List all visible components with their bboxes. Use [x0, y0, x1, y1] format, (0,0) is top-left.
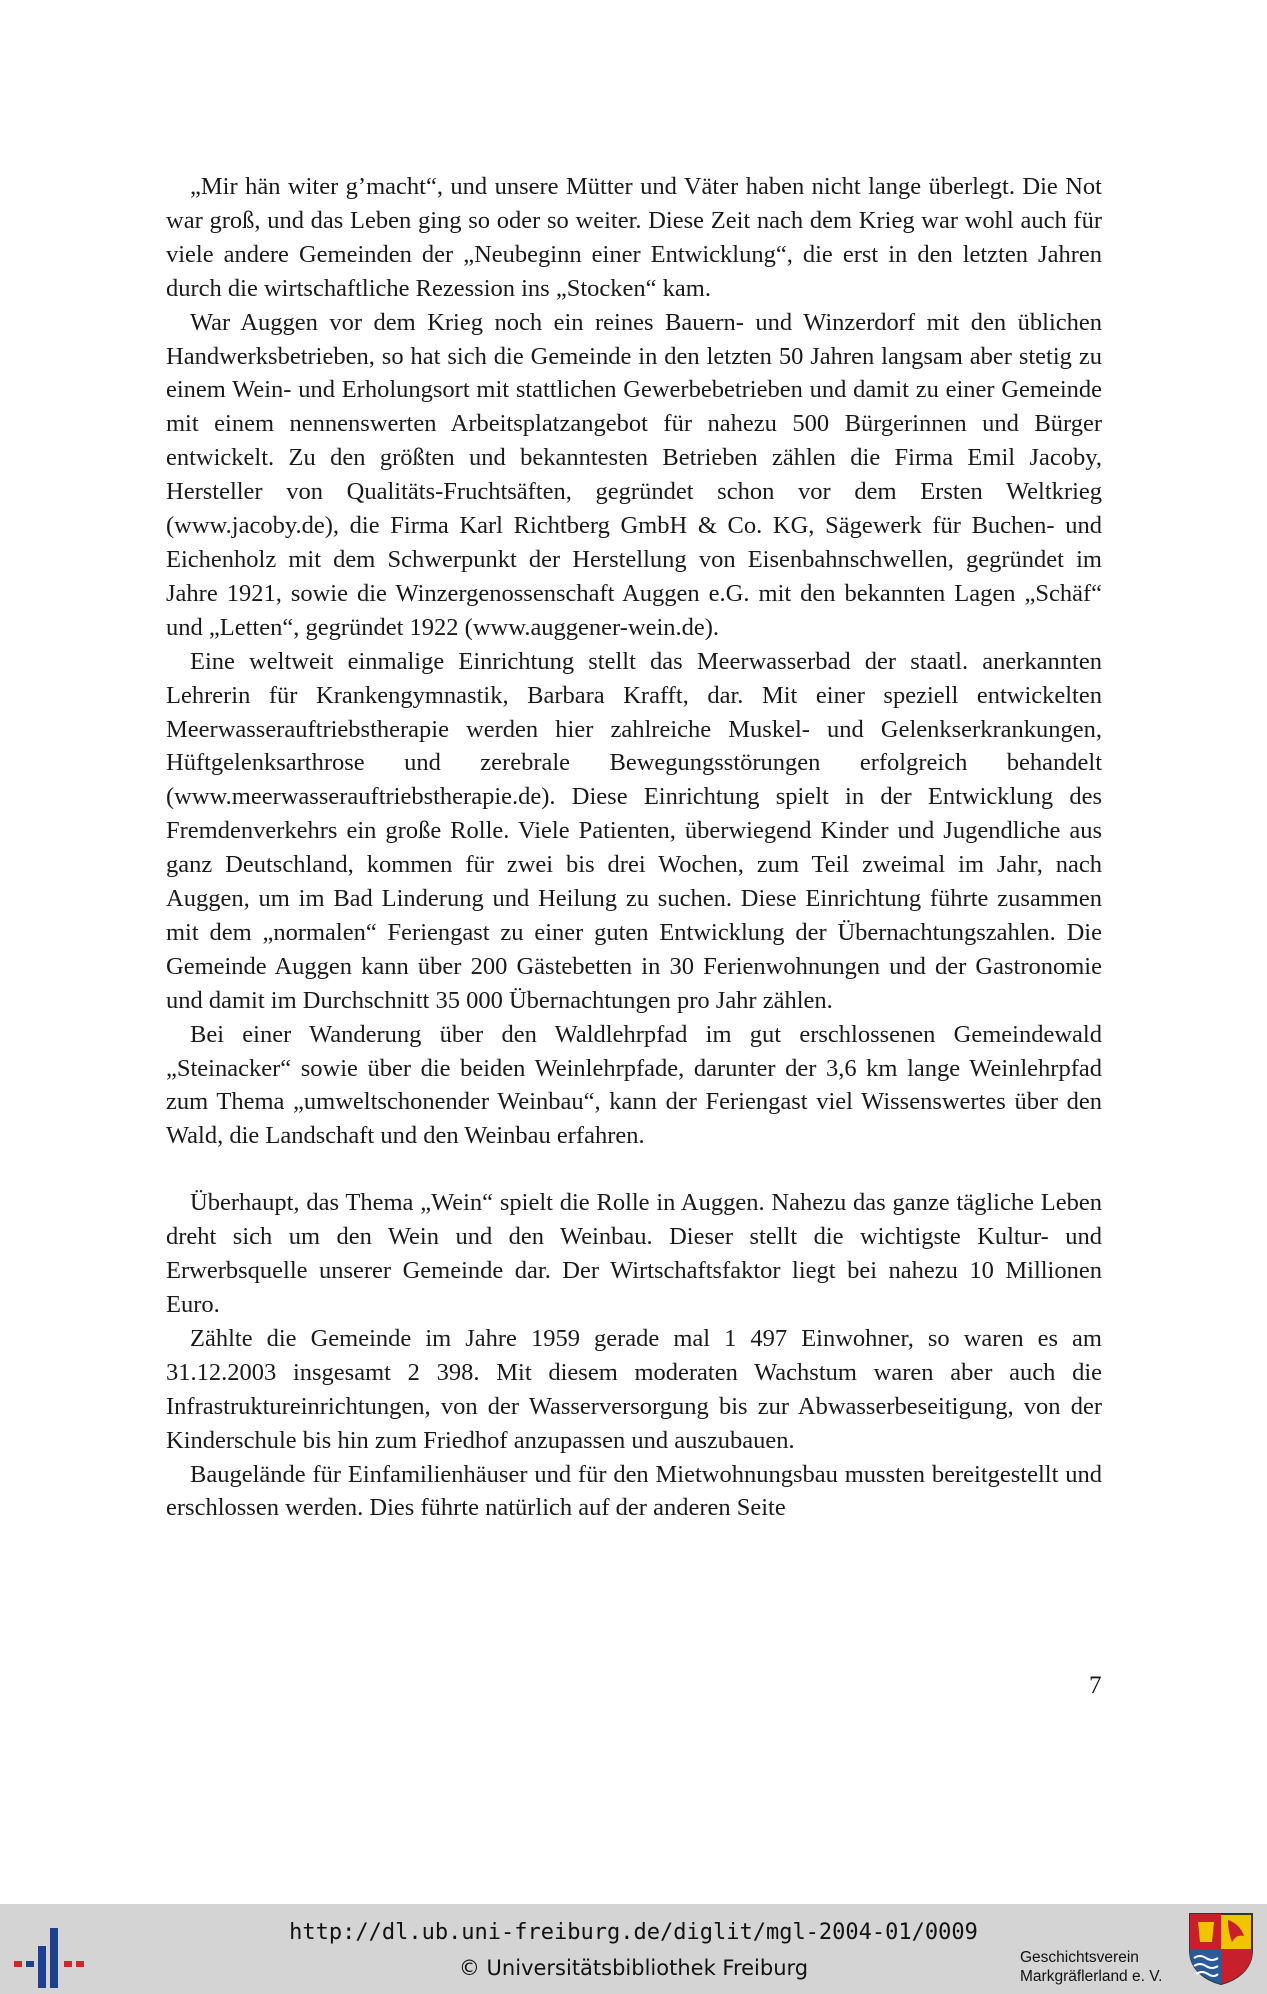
society-name-line: Markgräflerland e. V. — [1020, 1968, 1163, 1985]
document-url-link[interactable]: http://dl.ub.uni-freiburg.de/diglit/mgl-2004-01/0009 — [289, 1920, 978, 1945]
copyright-notice: © Universitätsbibliothek Freiburg — [458, 1956, 809, 1980]
society-name — [1020, 1948, 1162, 1986]
society-name-line: Geschichtsverein — [1020, 1949, 1139, 1966]
body-text — [166, 170, 1102, 1525]
paragraph: „Mir hän witer g’macht“, und unsere Mütter und Väter haben nicht lange überlegt. Die Not war groß, und das Leben ging so oder so weiter. Diese Zeit nach dem Krieg war wohl auch für viele andere Gemeinden der „Neubeginn einer Entwicklung“, die erst in den letzten Jahren durch die wirtschaftliche Rezession ins „Stocken“ kam. — [166, 173, 1102, 302]
paragraph: War Auggen vor dem Krieg noch ein reines Bauern- und Winzerdorf mit den üblichen Handwerksbetrieben, so hat sich die Gemeinde in den letzten 50 Jahren langsam aber stetig zu einem Wein- und Erholungsort mit stattlichen Gewerbebetrieben und damit zu einer Gemeinde mit einem nennenswerten Arbeitsplatzangebot für nahezu 500 Bürgerinnen und Bürger entwickelt. Zu den größten und bekanntesten Betrieben zählen die Firma Emil Jacoby, Hersteller von Qualitäts-Fruchtsäften, gegründet schon vor dem Ersten Weltkrieg (www.jacoby.de), die Firma Karl Richtberg GmbH & Co. KG, Sägewerk für Buchen- und Eichenholz mit dem Schwerpunkt der Herstellung von Eisenbahnschwellen, gegründet im Jahre 1921, sowie die Winzergenossenschaft Auggen e.G. mit den bekannten Lagen „Schäf“ und „Letten“, gegründet 1922 (www.auggener-wein.de). — [166, 308, 1102, 641]
paragraph: Eine weltweit einmalige Einrichtung stellt das Meerwasserbad der staatl. anerkannten Lehrerin für Krankengymnastik, Barbara Krafft, dar. Mit einer speziell entwickelten Meerwasserauftriebstherapie werden hier zahlreiche Muskel- und Gelenkserkrankungen, Hüftgelenksarthrose und zerebrale Bewegungsstörungen erfolgreich behandelt (www.meerwasserauftriebstherapie.de). Diese Einrichtung spielt in der Entwicklung des Fremdenverkehrs ein große Rolle. Viele Patienten, überwiegend Kinder und Jugendliche aus ganz Deutschland, kommen für zwei bis drei Wochen, zum Teil zweimal im Jahr, nach Auggen, um im Bad Linderung und Heilung zu suchen. Diese Einrichtung führte zusammen mit dem „normalen“ Feriengast zu einer guten Entwicklung der Übernachtungszahlen. Die Gemeinde Auggen kann über 200 Gästebetten in 30 Ferienwohnungen und der Gastronomie und damit im Durchschnitt 35 000 Übernachtungen pro Jahr zählen. — [166, 647, 1102, 1014]
page-number: 7 — [1089, 1672, 1102, 1699]
paragraph: Baugelände für Einfamilienhäuser und für den Mietwohnungsbau mussten bereitgestellt und erschlossen werden. Dies führte natürlich auf der anderen Seite — [166, 1460, 1102, 1522]
paragraph: Überhaupt, das Thema „Wein“ spielt die Rolle in Auggen. Nahezu das ganze tägliche Leben dreht sich um den Wein und den Weinbau. Dieser stellt die wichtigste Kultur- und Erwerbsquelle unserer Gemeinde dar. Der Wirtschaftsfaktor liegt bei nahezu 10 Millionen Euro. — [166, 1189, 1102, 1318]
coat-of-arms-icon — [1188, 1912, 1254, 1986]
footer-bar — [0, 1904, 1267, 1994]
paragraph: Bei einer Wanderung über den Waldlehrpfad im gut erschlossenen Gemeindewald „Steinacker“ sowie über die beiden Weinlehrpfade, darunter der 3,6 km lange Weinlehrpfad zum Thema „umweltschonender Weinbau“, kann der Feriengast viel Wissenswertes über den Wald, die Landschaft und den Weinbau erfahren. — [166, 1020, 1102, 1150]
paragraph: Zählte die Gemeinde im Jahre 1959 gerade mal 1 497 Einwohner, so waren es am 31.12.2003 insgesamt 2 398. Mit diesem moderaten Wachstum waren aber auch die Infrastruktureinrichtungen, von der Wasserversorgung bis zur Abwasserbeseitigung, von der Kinderschule bis hin zum Friedhof anzupassen und auszubauen. — [166, 1324, 1102, 1454]
